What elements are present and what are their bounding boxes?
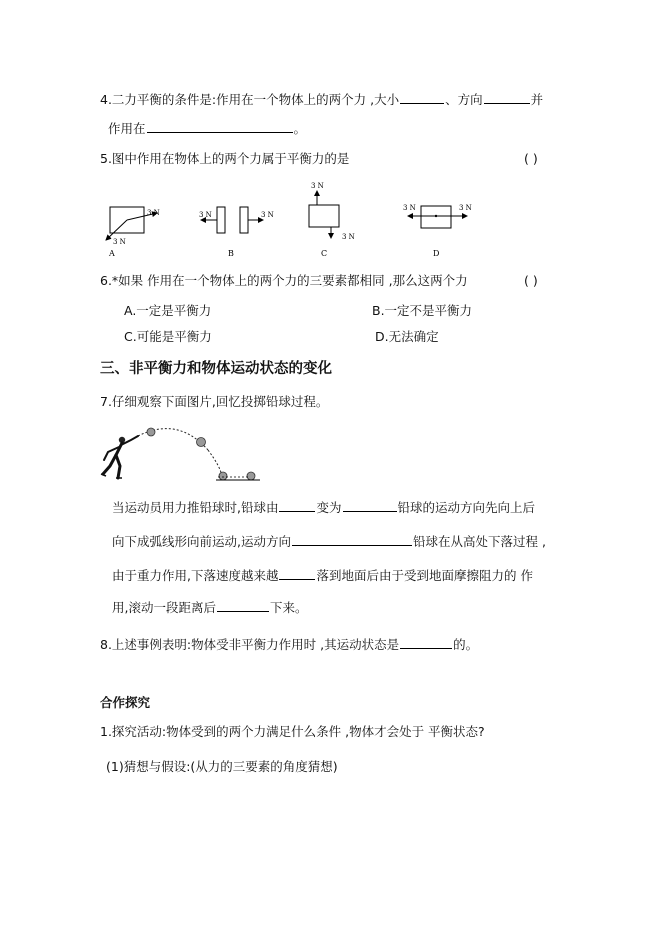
coop-sub1: (1)猜想与假设:(从力的三要素的角度猜想): [106, 759, 338, 774]
force-label: 3 N: [311, 182, 324, 190]
q6-option-d[interactable]: D.无法确定: [375, 329, 439, 344]
q4-blank-direction[interactable]: [484, 91, 530, 104]
q7-line4: 用,滚动一段距离后 下来。: [112, 600, 308, 615]
section-title: 三、非平衡力和物体运动状态的变化: [100, 360, 332, 377]
q6-option-c[interactable]: C.可能是平衡力: [124, 329, 212, 344]
q7-blank-5[interactable]: [217, 599, 269, 612]
q5-figure: [95, 178, 495, 260]
shot-put-illustration: [98, 422, 268, 484]
label-c: C: [321, 249, 328, 258]
force-label: 3 N: [199, 211, 212, 219]
figure-c: [309, 182, 355, 258]
q5-answer-paren[interactable]: ( ): [524, 151, 538, 166]
q7-line1: 当运动员用力推铅球时,铅球由 变为 铅球的运动方向先向上后: [112, 500, 536, 515]
force-label: 3 N: [147, 209, 160, 217]
q8-blank[interactable]: [400, 636, 452, 649]
q7-blank-3[interactable]: [292, 533, 412, 546]
label-d: D: [433, 249, 440, 258]
q7-line2: 向下成弧线形向前运动,运动方向 铅球在从高处下落过程 ,: [112, 534, 546, 549]
q6-option-b[interactable]: B.一定不是平衡力: [372, 303, 473, 318]
label-b: B: [228, 249, 234, 258]
figure-b: [199, 207, 274, 258]
q6-option-a[interactable]: A.一定是平衡力: [124, 303, 212, 318]
force-label: 3 N: [342, 233, 355, 241]
force-label: 3 N: [403, 204, 416, 212]
figure-a: [106, 207, 160, 258]
q6-stem: 6.*如果 作用在一个物体上的两个力的三要素都相同 ,那么这两个力: [100, 273, 468, 288]
figure-d: [403, 204, 472, 258]
q5-stem: 5.图中作用在物体上的两个力属于平衡力的是: [100, 151, 350, 166]
q7-line3: 由于重力作用,下落速度越来越 落到地面后由于受到地面摩擦阻力的 作: [112, 568, 533, 583]
q4-blank-magnitude[interactable]: [400, 91, 444, 104]
force-label: 3 N: [261, 211, 274, 219]
q8-line: 8.上述事例表明:物体受非平衡力作用时 ,其运动状态是 的。: [100, 637, 479, 652]
q7-stem: 7.仔细观察下面图片,回忆投掷铅球过程。: [100, 394, 329, 409]
q7-blank-2[interactable]: [343, 499, 397, 512]
q7-blank-4[interactable]: [279, 567, 315, 580]
coop-title: 合作探究: [100, 695, 151, 710]
label-a: A: [109, 249, 115, 258]
q4-line1: 4.二力平衡的条件是:作用在一个物体上的两个力 ,大小 、方向 并: [100, 92, 544, 107]
q7-blank-1[interactable]: [279, 499, 315, 512]
coop-q1: 1.探究活动:物体受到的两个力满足什么条件 ,物体才会处于 平衡状态?: [100, 724, 485, 739]
q6-answer-paren[interactable]: ( ): [524, 273, 538, 288]
force-label: 3 N: [459, 204, 472, 212]
q4-line2: 作用在 。: [108, 121, 307, 136]
force-label: 3 N: [113, 238, 126, 246]
q4-blank-line[interactable]: [147, 120, 293, 133]
